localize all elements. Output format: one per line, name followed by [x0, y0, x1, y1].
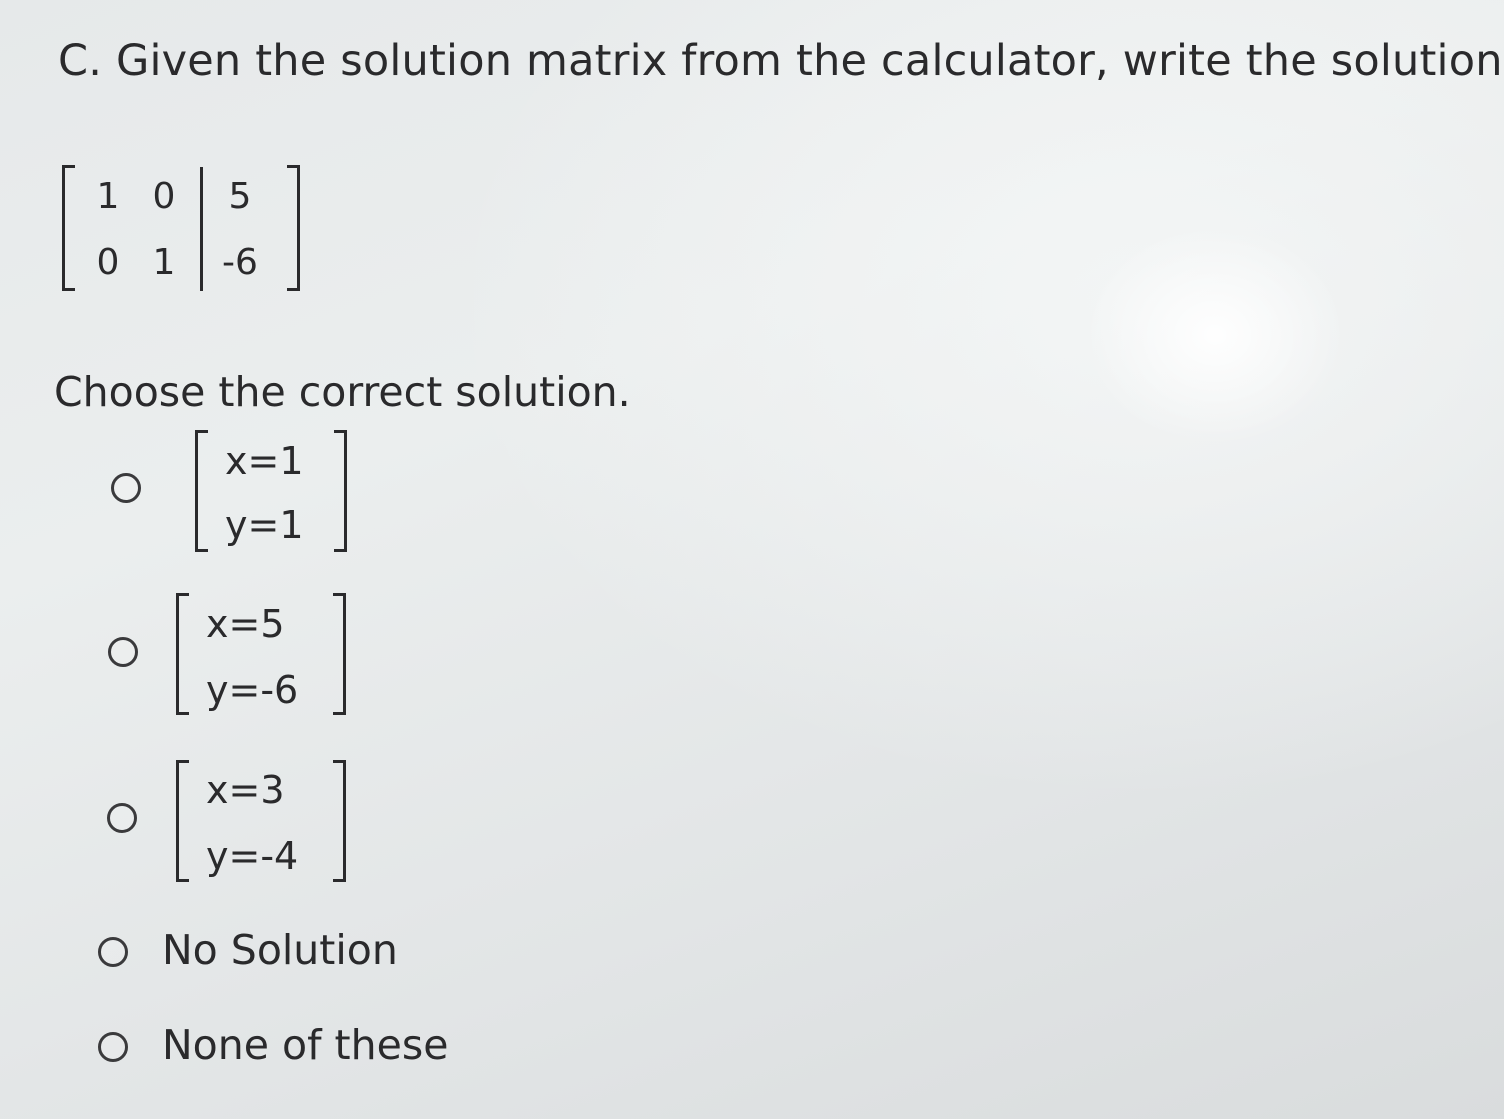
matrix-cell: 1	[96, 176, 120, 217]
matrix-left-bracket	[62, 165, 75, 291]
option-1-radio[interactable]	[111, 473, 141, 503]
matrix-cell: 0	[96, 242, 120, 283]
matrix-augment-divider	[200, 167, 203, 291]
option-2-radio[interactable]	[108, 637, 138, 667]
option-3-radio[interactable]	[107, 803, 137, 833]
bracket-left	[176, 760, 189, 882]
option-3-x: x=3	[206, 768, 285, 812]
matrix-cell: 0	[152, 176, 176, 217]
option-1-y: y=1	[225, 503, 304, 547]
bracket-right	[334, 430, 347, 552]
bracket-right	[333, 760, 346, 882]
matrix-right-bracket	[287, 165, 300, 291]
option-5-radio[interactable]	[98, 1032, 128, 1062]
matrix-cell: -6	[222, 242, 258, 283]
matrix-cell: 1	[152, 242, 176, 283]
bracket-right	[333, 593, 346, 715]
augmented-matrix	[62, 165, 300, 287]
bracket-left	[195, 430, 208, 552]
question-heading: C. Given the solution matrix from the calculator, write the solution	[58, 36, 1503, 86]
option-2-x: x=5	[206, 602, 285, 646]
bracket-left	[176, 593, 189, 715]
option-2-solution[interactable]	[176, 593, 346, 713]
option-2-y: y=-6	[206, 668, 299, 712]
option-1-x: x=1	[225, 439, 304, 483]
option-1-solution[interactable]	[195, 430, 347, 550]
matrix-cell: 5	[228, 176, 252, 217]
question-prompt: Choose the correct solution.	[54, 368, 631, 416]
option-4-radio[interactable]	[98, 937, 128, 967]
option-4-label[interactable]: No Solution	[162, 926, 398, 974]
option-3-solution[interactable]	[176, 760, 346, 880]
option-5-label[interactable]: None of these	[162, 1021, 449, 1069]
option-3-y: y=-4	[206, 834, 299, 878]
